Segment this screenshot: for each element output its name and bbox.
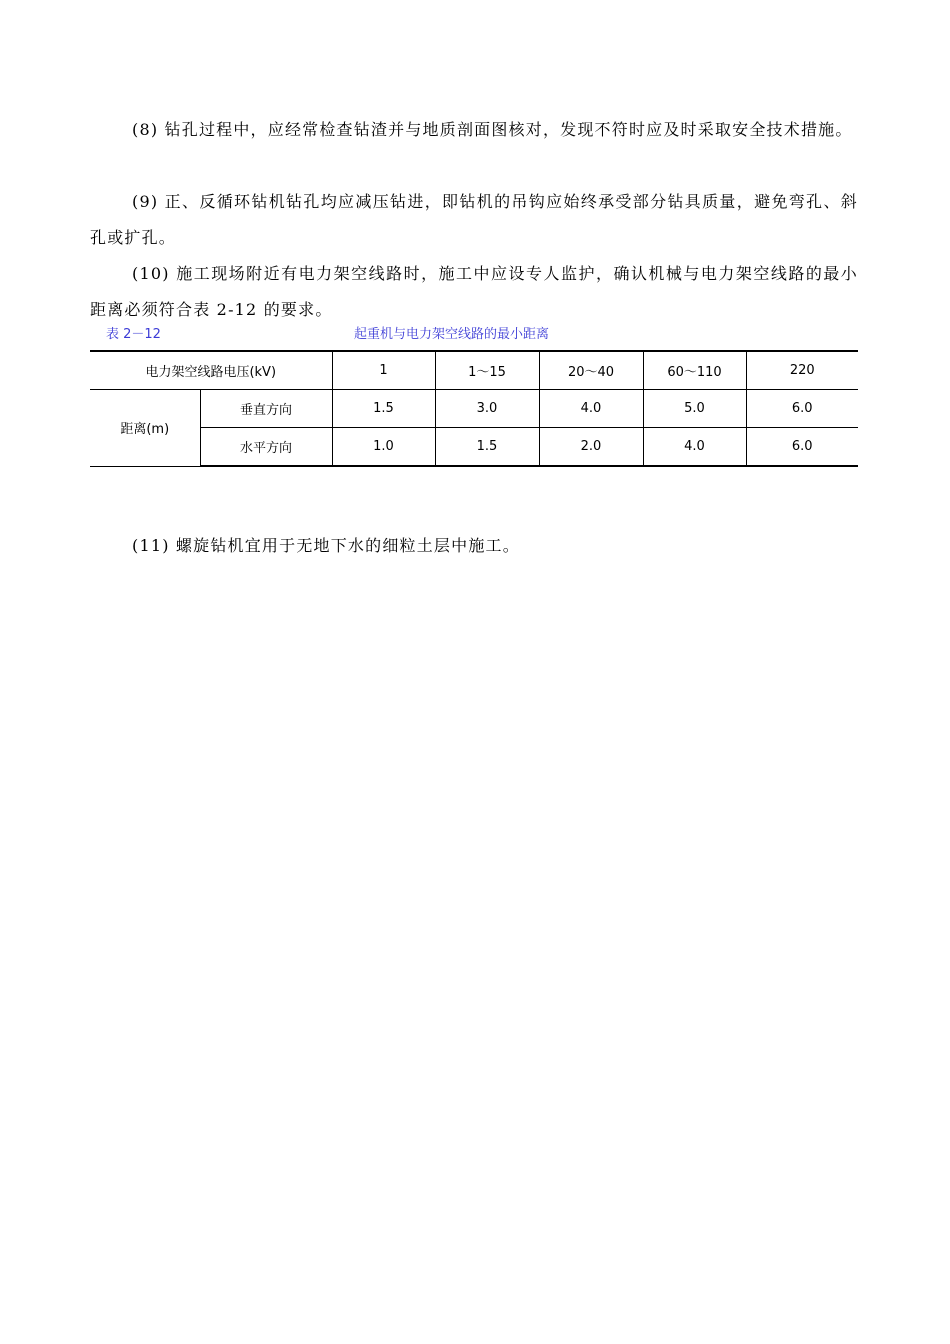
direction-cell: 垂直方向 [200,390,332,428]
distance-value-cell: 6.0 [746,390,858,428]
voltage-cell: 20～40 [539,351,643,390]
min-distance-table [90,350,858,467]
distance-value-cell: 4.0 [539,390,643,428]
table-title: 起重机与电力架空线路的最小距离 [354,327,550,342]
distance-value-cell: 2.0 [539,428,643,467]
voltage-header-cell: 电力架空线路电压(kV) [90,351,332,390]
voltage-cell: 60～110 [643,351,746,390]
table-row [90,390,858,428]
table-number: 表 2－12 [106,327,161,342]
table-header-row [90,351,858,390]
distance-value-cell: 1.5 [332,390,435,428]
distance-value-cell: 4.0 [643,428,746,467]
distance-value-cell: 1.5 [435,428,539,467]
distance-value-cell: 5.0 [643,390,746,428]
distance-value-cell: 3.0 [435,390,539,428]
distance-value-cell: 1.0 [332,428,435,467]
paragraph-9: (9) 正、反循环钻机钻孔均应减压钻进，即钻机的吊钩应始终承受部分钻具质量，避免弯孔、斜孔或扩孔。 [90,192,858,247]
direction-cell: 水平方向 [200,428,332,467]
distance-label-cell: 距离(m) [90,390,200,467]
paragraph-8: (8) 钻孔过程中，应经常检查钻渣并与地质剖面图核对，发现不符时应及时采取安全技术措施。 [132,120,853,139]
paragraph-10: (10) 施工现场附近有电力架空线路时，施工中应设专人监护，确认机械与电力架空线路的最小距离必须符合表 2-12 的要求。 [90,264,858,319]
voltage-cell: 1～15 [435,351,539,390]
voltage-cell: 220 [746,351,858,390]
paragraph-11: (11) 螺旋钻机宜用于无地下水的细粒土层中施工。 [132,536,520,555]
table-row [90,428,858,467]
table-caption [90,321,858,343]
distance-value-cell: 6.0 [746,428,858,467]
voltage-cell: 1 [332,351,435,390]
